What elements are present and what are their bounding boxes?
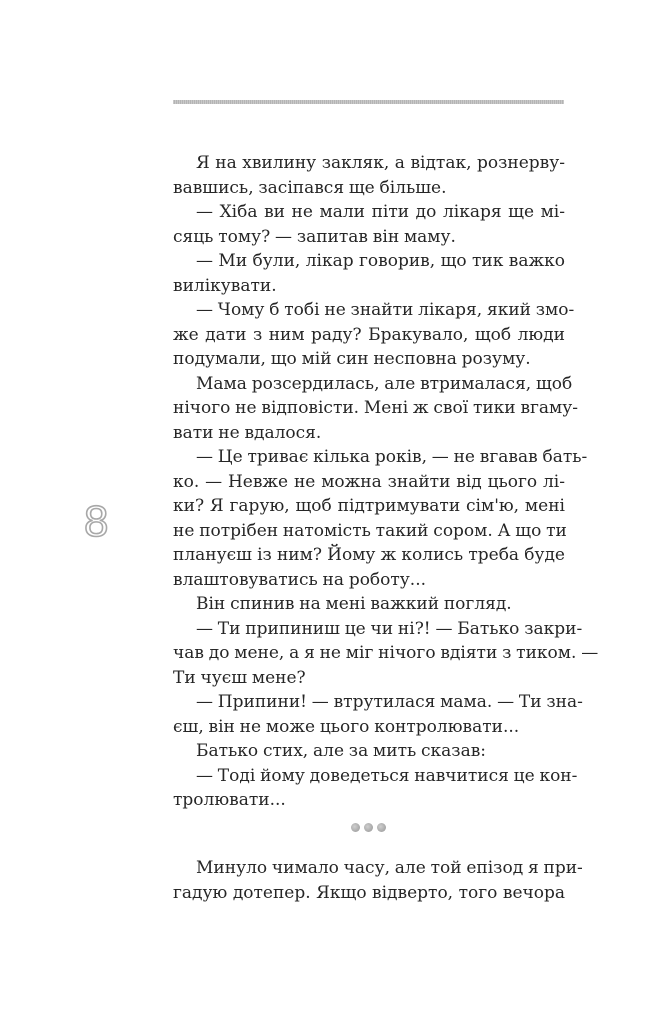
text-line: вилікувати. bbox=[173, 275, 277, 296]
separator-dot-icon bbox=[364, 823, 373, 832]
section-separator bbox=[347, 823, 389, 833]
body-text-top bbox=[173, 151, 599, 813]
text-line: — Ми були, лікар говорив, що тик важко bbox=[196, 251, 565, 271]
paragraph bbox=[173, 764, 578, 813]
text-line: ко. — Невже не можна знайти від цього лі- bbox=[173, 471, 565, 492]
chapter-number: 8 bbox=[84, 497, 109, 546]
text-line: подумали, що мій син несповна розуму. bbox=[173, 349, 531, 369]
paragraph bbox=[173, 690, 583, 739]
text-line: — Ти припиниш це чи ні?! — Батько закри- bbox=[196, 618, 583, 639]
text-line: же дати з ним раду? Бракувало, щоб люди bbox=[173, 324, 565, 345]
text-line: не потрібен натомість такий сором. А що ти bbox=[173, 520, 567, 541]
text-line: — Хіба ви не мали піти до лікаря ще мі- bbox=[196, 202, 565, 222]
body-text-bottom bbox=[173, 856, 583, 905]
header-rule bbox=[173, 100, 564, 104]
text-line: Мама розсердилась, але втрималася, щоб bbox=[196, 373, 573, 394]
separator-dot-icon bbox=[351, 823, 360, 832]
paragraph bbox=[173, 151, 565, 200]
text-line: ки? Я гарую, щоб підтримувати сім'ю, мені bbox=[173, 496, 565, 516]
text-line: сяць тому? — запитав він маму. bbox=[173, 226, 456, 247]
separator-dot-icon bbox=[377, 823, 386, 832]
paragraph bbox=[173, 445, 588, 592]
text-line: Я на хвилину закляк, а відтак, рознерву- bbox=[196, 153, 565, 173]
paragraph bbox=[173, 200, 565, 249]
text-line: влаштовуватись на роботу... bbox=[173, 569, 427, 590]
text-line: плануєш із ним? Йому ж колись треба буде bbox=[173, 545, 565, 565]
text-line: — Це триває кілька років, — не вгавав бать- bbox=[196, 447, 588, 467]
paragraph bbox=[173, 592, 565, 617]
text-line: вати не вдалося. bbox=[173, 422, 322, 443]
text-line: Батько стих, але за мить сказав: bbox=[196, 741, 487, 761]
paragraph bbox=[173, 739, 565, 764]
paragraph bbox=[173, 372, 579, 446]
paragraph bbox=[173, 249, 565, 298]
text-line: — Тоді йому доведеться навчитися це кон- bbox=[196, 765, 578, 786]
text-line: — Припини! — втрутилася мама. — Ти зна- bbox=[196, 692, 583, 712]
text-line: тролювати... bbox=[173, 790, 286, 810]
text-line: вавшись, засіпався ще більше. bbox=[173, 177, 447, 198]
text-line: нічого не відповісти. Мені ж свої тики вгаму- bbox=[173, 398, 579, 418]
paragraph bbox=[173, 856, 583, 905]
text-line: Ти чуєш мене? bbox=[173, 667, 306, 688]
paragraph bbox=[173, 298, 575, 372]
text-line: чав до мене, а я не міг нічого вдіяти з тиком. — bbox=[173, 643, 599, 663]
text-line: — Чому б тобі не знайти лікаря, який змо- bbox=[196, 300, 575, 320]
text-line: гадую дотепер. Якщо відверто, того вечора bbox=[173, 882, 565, 903]
text-line: Він спинив на мені важкий погляд. bbox=[196, 594, 512, 614]
paragraph bbox=[173, 617, 599, 691]
text-line: Минуло чимало часу, але той епізод я при- bbox=[196, 858, 583, 878]
text-line: єш, він не може цього контролювати... bbox=[173, 716, 520, 737]
